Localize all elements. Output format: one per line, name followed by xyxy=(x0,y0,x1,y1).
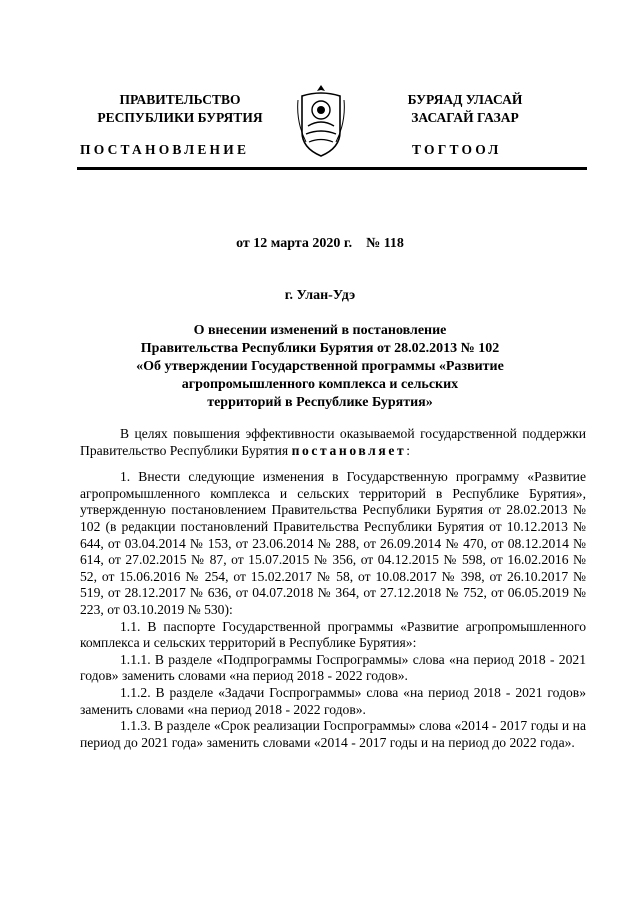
paragraph-1: 1. Внести следующие изменения в Государственную программу «Развитие агропромышленного комплекса и сельских территорий в Республике Бурятия», утвержденную постановлением Правительства Республики Бурятия от 28.02.2013 № 102 (в редакции постановлений Правительства Республики Бурятия от 10.12.2013 № 644, от 03.04.2014 № 153, от 23.06.2014 № 288, от 26.09.2014 № 470, от 08.12.2014 № 614, от 27.02.2015 № 87, от 15.07.2015 № 356, от 04.12.2015 № 598, от 16.02.2016 № 52, от 15.06.2016 № 254, от 15.02.2017 № 58, от 10.08.2017 № 398, от 26.10.2017 № 519, от 28.12.2017 № 636, от 04.07.2018 № 364, от 27.12.2018 № 752, от 06.05.2019 № 223, от 03.10.2019 № 530): xyxy=(80,469,586,617)
header-left-line2: РЕСПУБЛИКИ БУРЯТИЯ xyxy=(97,110,263,125)
title-line1: О внесении изменений в постановление xyxy=(193,323,447,338)
doc-type-right: ТОГТООЛ xyxy=(412,142,502,157)
preamble-paragraph xyxy=(80,426,586,459)
paragraph-1-1-2: 1.1.2. В разделе «Задачи Госпрограммы» слова «на период 2018 - 2021 годов» заменить словами «на период 2018 - 2022 годов». xyxy=(80,684,586,717)
document-title xyxy=(90,322,550,412)
preamble-end: : xyxy=(406,442,411,458)
header-right-line2: ЗАСАГАЙ ГАЗАР xyxy=(411,110,519,125)
title-line3: «Об утверждении Государственной программы «Развитие xyxy=(136,359,504,374)
city-line: г. Улан-Удэ xyxy=(284,288,356,303)
document-body xyxy=(80,426,586,751)
preamble-spaced-word: постановляет xyxy=(291,442,407,458)
paragraph-1-1: 1.1. В паспорте Государственной программы «Развитие агропромышленного комплекса и сельских территорий в Республике Бурятия»: xyxy=(80,618,586,651)
coat-of-arms-emblem-icon xyxy=(296,82,346,160)
preamble-text: В целях повышения эффективности оказываемой государственной поддержки Правительство Республики Бурятия xyxy=(80,426,586,458)
doc-type-left: ПОСТАНОВЛЕНИЕ xyxy=(80,142,250,157)
title-line5: территорий в Республике Бурятия» xyxy=(207,395,433,410)
header-left-line1: ПРАВИТЕЛЬСТВО xyxy=(119,92,241,107)
title-line2: Правительства Республики Бурятия от 28.02.2013 № 102 xyxy=(140,341,500,356)
date-number-line: от 12 марта 2020 г. № 118 xyxy=(236,236,404,251)
paragraph-1-1-1: 1.1.1. В разделе «Подпрограммы Госпрограммы» слова «на период 2018 - 2021 годов» заменить словами «на период 2018 - 2022 годов». xyxy=(80,651,586,684)
title-line4: агропромышленного комплекса и сельских xyxy=(181,377,459,392)
header-left-authority xyxy=(80,91,280,127)
paragraph-1-1-3: 1.1.3. В разделе «Срок реализации Госпрограммы» слова «2014 - 2017 годы и на период до 2021 года» заменить словами «2014 - 2017 годы и на период до 2022 года». xyxy=(80,718,586,750)
header-right-line1: БУРЯАД УЛАСАЙ xyxy=(407,92,523,107)
header-divider xyxy=(77,167,587,170)
header-right-authority xyxy=(365,91,565,127)
